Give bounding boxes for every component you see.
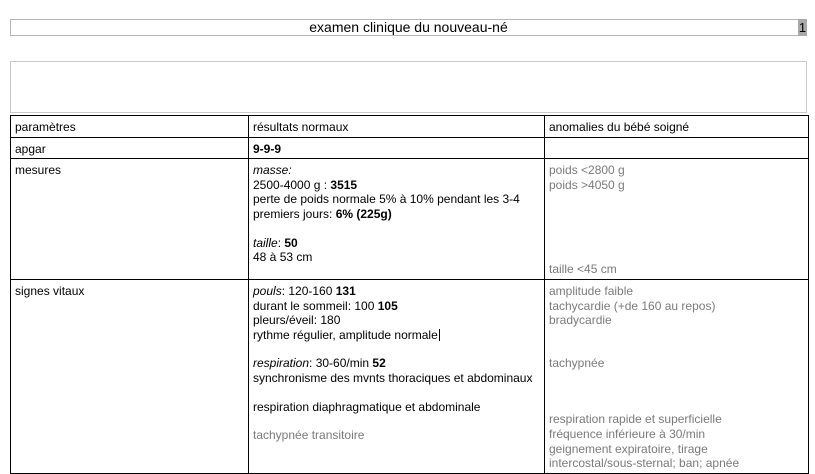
respiration-value: 52 <box>372 356 386 371</box>
clinical-exam-table <box>10 115 809 474</box>
table-row-mesures <box>11 159 809 280</box>
page-title: examen clinique du nouveau-né <box>309 19 508 35</box>
anom-taille: taille <45 cm <box>549 262 617 277</box>
anom-poids-low: poids <2800 g <box>549 163 625 178</box>
table-row-apgar <box>11 137 809 159</box>
pouls-range: : 120-160 <box>281 283 336 298</box>
masse-range: 2500-4000 g : <box>253 177 331 192</box>
anom-geignement: geignement expiratoire, tirage <box>549 441 708 456</box>
apgar-normal: 9-9-9 <box>249 137 545 159</box>
text-cursor <box>439 329 440 341</box>
anom-poids-high: poids >4050 g <box>549 177 625 192</box>
anom-amplitude: amplitude faible <box>549 283 634 298</box>
pouls-value: 131 <box>335 283 356 298</box>
taille-value: 50 <box>284 235 298 250</box>
row-label-mesures: mesures <box>11 159 249 280</box>
taille-range: 48 à 53 cm <box>253 250 313 265</box>
column-header-resultats: résultats normaux <box>249 116 545 138</box>
rythme-text: rythme régulier, amplitude normale <box>253 327 438 342</box>
pouls-label: pouls <box>253 283 282 298</box>
rythme-line <box>253 328 539 343</box>
anom-frequence: fréquence inférieure à 30/min <box>549 426 706 441</box>
perte-value: 6% (225g) <box>335 206 392 221</box>
mesures-normal <box>249 159 545 280</box>
row-label-signes-vitaux: signes vitaux <box>11 279 249 473</box>
masse-value: 3515 <box>330 177 358 192</box>
table-row-signes-vitaux <box>11 279 809 473</box>
anom-rapide: respiration rapide et superficielle <box>549 412 722 427</box>
perte-text: perte de poids normale 5% à 10% pendant les 3-4 premiers jours: <box>253 192 520 221</box>
transitoire-line: tachypnée transitoire <box>253 428 365 443</box>
synchro-line: synchronisme des mvnts thoraciques et abdominaux <box>253 370 533 385</box>
pouls-line <box>253 284 539 299</box>
page-header <box>10 19 807 36</box>
row-label-apgar: apgar <box>11 137 249 159</box>
apgar-anomalies <box>545 137 809 159</box>
column-header-anomalies: anomalies du bébé soigné <box>545 116 809 138</box>
signes-anomalies <box>545 279 809 473</box>
anom-intercostal: intercostal/sous-sternal; ban; apnée <box>549 456 740 471</box>
mesures-anomalies <box>545 159 809 280</box>
respiration-line <box>253 356 539 371</box>
column-header-parametres: paramètres <box>11 116 249 138</box>
sommeil-line <box>253 299 539 314</box>
anom-tachycardie: tachycardie (+de 160 au repos) <box>549 298 716 313</box>
sommeil-value: 105 <box>377 298 398 313</box>
sommeil-text: durant le sommeil: 100 <box>253 298 378 313</box>
perte-line <box>253 192 539 221</box>
diaphragm-line: respiration diaphragmatique et abdominale <box>253 399 481 414</box>
empty-frame <box>10 61 807 113</box>
table-header-row <box>11 116 809 138</box>
masse-line <box>253 178 539 193</box>
taille-sep: : <box>277 235 285 250</box>
respiration-label: respiration <box>253 356 310 371</box>
pleurs-line: pleurs/éveil: 180 <box>253 313 341 328</box>
masse-label: masse: <box>253 163 292 178</box>
taille-line <box>253 236 539 251</box>
taille-label: taille <box>253 235 278 250</box>
anom-tachypnee: tachypnée <box>549 355 605 370</box>
page-number: 1 <box>798 20 807 35</box>
signes-normal <box>249 279 545 473</box>
anom-bradycardie: bradycardie <box>549 313 612 328</box>
respiration-range: : 30-60/min <box>309 356 373 371</box>
